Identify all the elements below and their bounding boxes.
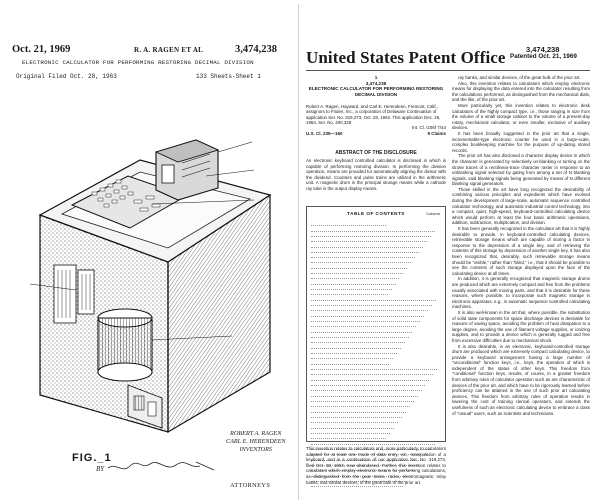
patent-meta: Robert A. Ragen, Hayward, and Carl E. Herendeen, Fremont, Calif., assignors to Friden, Inc., a corporation of Delaware Continuation of application Ser. No. 319,273, Oct. 28, 1963. This application Dec. 26, 1964, Ser. No. 400,328 — [306, 104, 441, 126]
toc-entry-line — [311, 366, 437, 370]
body-paragraph: Also, this invention relates to calculators which employ electronic means for displaying the data entered into the calculator resulting from the calculations performed, as distinguished from the mechanical dials, and the like, of the prior art. — [452, 80, 590, 103]
toc-entry-line — [311, 281, 396, 285]
toc-entry-line — [311, 387, 422, 391]
sheet-title: ELECTRONIC CALCULATOR FOR PERFORMING RESTORING DECIMAL DIVISION — [22, 59, 254, 66]
toc-entry-line — [311, 435, 386, 439]
toc-entry-line — [311, 254, 415, 258]
inventor-1: ROBERT A. RAGEN — [230, 430, 282, 437]
toc-entry-line — [311, 249, 419, 253]
body-column-2 — [452, 75, 590, 416]
toc-entry-line — [311, 355, 393, 359]
table-of-contents — [306, 206, 446, 442]
toc-entry-line — [311, 419, 398, 423]
toc-entry-line — [311, 297, 436, 301]
abstract-heading: ABSTRACT OF THE DISCLOSURE — [335, 150, 417, 156]
toc-entry-line — [311, 243, 423, 247]
calculator-cutaway-drawing — [0, 0, 298, 504]
intro-text: This invention relates to calculators and, more particularly, to calculators adapted for at least one mode of data entry, viz., manipulation of a keyboard, and is a continuation of our application Ser. No. 319,273, filed Oct. 28, 1963, now abandoned. Further, this invention relates to calculators which employ electronic means for performing calculations, as distinguished from the gear trains, racks, electromagnetic relay banks, and similar devices, of the great bulk of the prior art. — [306, 446, 446, 485]
toc-entry-line — [311, 275, 399, 279]
body-paragraph: In addition, it is generally recognized that magnetic storage drums are produced which are extremely compact and free from the problems usually associated with moving parts, and that it is desirable for these reasons, where possible, to incorporate such magnetic storage in electronic apparatus, e.g., in automatic sequence controlled calculating machines. — [452, 276, 590, 310]
toc-entry-line — [311, 227, 435, 231]
drawing-sheet — [0, 0, 298, 504]
body-paragraph: It is also desirable, in an electronic, keyboard-controlled storage drum are produced which are extremely compact calculating device, to provide a keyboard arrangement having a large number of "unconditional" function keys, i.e., keys, the operation of which is independent of the status of other keys. This freedom from "conditional" function keys, results, of course, in a greater freedom from arbitrary rules of calculator operation such as are characteristic of devices of the prior art, and which have to be rigorously learned before proficiency can be attained in the use of such prior art calculating devices. This freedom from arbitrary rules of operation results in lowering the cost of training clerical operators, and extends the usefulness of such an electronic calculating device to embrace a class of "casual" users, such as scientists and technicians. — [452, 343, 590, 416]
toc-entry-line — [311, 393, 418, 397]
int-class: Int. Cl. G06f 7/44 — [411, 125, 446, 130]
toc-entry-line — [311, 329, 412, 333]
us-class: U.S. Cl. 235—160 — [306, 131, 343, 136]
toc-entry-line — [311, 334, 409, 338]
sheet-count: 133 Sheets-Sheet 1 — [196, 73, 261, 80]
toc-entry-line — [311, 345, 401, 349]
body-paragraph: It has been broadly suggested in the prior art that a single, incrementable-type electronic counter be used in a large-scale, complex bookkeeping machine for the purpose of up-dating stored records. — [452, 130, 590, 153]
toc-entries — [311, 222, 441, 437]
body-paragraph: More particularly yet, this invention relates to electronic desk calculators of the highly compact type, i.e., those ranging in size from the volume of a small storage cabinet to the volume of a present-day rotary, mechanical calculator, or even smaller, exclusive of auxiliary devices. — [452, 102, 590, 131]
text-page — [298, 0, 599, 504]
patent-title: ELECTRONIC CALCULATOR FOR PERFORMING RESTORING DECIMAL DIVISION — [308, 86, 444, 98]
office-title: United States Patent Office — [306, 48, 506, 67]
toc-entry-line — [311, 350, 397, 354]
toc-entry-line — [311, 233, 431, 237]
toc-entry-line — [311, 377, 429, 381]
patent-number-repeat: 3,474,238 — [365, 80, 387, 86]
by-label: BY — [96, 465, 105, 473]
inventors-block — [226, 430, 286, 454]
body-paragraph: It has been generally recognized in the calculator art that it is highly desirable to provide, in keyboard-controlled calculating devices, retrievable storage means which are capable of storing a factor in response to the depression of a single key, and of retrieving the contents of this storage by depression of another single key. It has also been recognized that, desirably, such retrievable storage means should be "visible," rather than "blind," i.e., that it should be possible to see the contents of such storage displayed upon the face of the calculating device at all times. — [452, 226, 590, 276]
inventor-2: CARL E. HERENDEEN — [226, 438, 286, 445]
attorneys-label: ATTORNEYS — [230, 482, 271, 489]
claims-count: 9 Claims — [427, 131, 446, 136]
column-header — [306, 75, 446, 98]
patented-date: Patented Oct. 21, 1969 — [510, 53, 577, 60]
toc-entry-line — [311, 238, 427, 242]
toc-entry-line — [311, 302, 432, 306]
toc-entry-line — [311, 318, 420, 322]
body-paragraph: It is also well-known in the art that, where possible, the substitution of solid state components for space discharge devices is desirable for reasons of saving space, avoiding the problem of heat dissipation to a large degree, avoiding the use of filament voltage supplies, or ionizing supplies, and to provide a device which is generally rugged and free from excessive difficulties due to mechanical shock. — [452, 309, 590, 343]
toc-entry-line — [311, 424, 394, 428]
inventors-label: INVENTORS — [239, 446, 273, 453]
abstract-text: An electronic keyboard controlled calculator is disclosed in which is capable of performing restoring division. In performing the division operation, means are provided for automatically aligning the divisor with the dividend. Counters and pulse trains are utilized in the arithmetic unit. A magnetic drum is the principal storage means while a cathode ray tube is the output display means. — [306, 158, 446, 191]
toc-entry-line — [311, 265, 407, 269]
figure-label: FIG._1 — [72, 452, 112, 464]
body-paragraph: ray banks, and similar devices, of the great bulk of the prior art. — [458, 75, 581, 80]
toc-entry-line — [311, 414, 402, 418]
sheet-inventors-short: R. A. RAGEN ET AL — [134, 46, 204, 54]
body-paragraph: Those skilled in the art have long recognized the desirability of combining various principles and expedients which have evolved during the development of large-scale, automatic sequence controlled calculator technology, and automatic industrial control technology, into a compact, quiet, high-speed, keyboard-controlled calculating device which would perform at least the four basic arithmetic operations, addition, subtraction, multiplication, and division. — [452, 186, 590, 226]
toc-entry-line — [311, 382, 425, 386]
header-patent-number: 3,474,238 — [526, 45, 560, 54]
toc-entry-line — [311, 430, 390, 434]
toc-entry-line — [311, 259, 411, 263]
toc-entry-line — [311, 307, 428, 311]
sheet-patent-number: 3,474,238 — [235, 44, 277, 55]
toc-entry-line — [311, 270, 403, 274]
classification-row — [306, 125, 446, 136]
column-number: 1 — [374, 75, 378, 80]
toc-entry-line — [311, 222, 386, 226]
toc-entry-line — [311, 361, 389, 365]
toc-entry-line — [311, 313, 424, 317]
toc-entry-line — [311, 291, 388, 295]
toc-entry-line — [311, 408, 406, 412]
toc-entry-line — [311, 371, 433, 375]
header-rule — [306, 70, 590, 71]
toc-entry-line — [311, 403, 410, 407]
toc-entry-line — [311, 398, 414, 402]
toc-entry-line — [311, 339, 405, 343]
toc-heading: TABLE OF CONTENTS — [347, 211, 405, 216]
toc-entry-line — [311, 440, 435, 444]
toc-entry-line — [311, 323, 416, 327]
sheet-filed: Original Filed Oct. 28, 1963 — [16, 73, 117, 80]
sheet-date: Oct. 21, 1969 — [12, 44, 71, 55]
toc-column-label: Column — [426, 211, 440, 216]
body-paragraph: The prior art has also disclosed a character display device in which the character is generated by selectively un-blanking or turning on the stroke traces of a rectilinear-trace character raster in response to an unblanking signal selected by gating from among a set of N blanking signals, said blanking signals being generated by means of N different blanking signal generators. — [452, 153, 590, 187]
toc-entry-line — [311, 286, 392, 290]
